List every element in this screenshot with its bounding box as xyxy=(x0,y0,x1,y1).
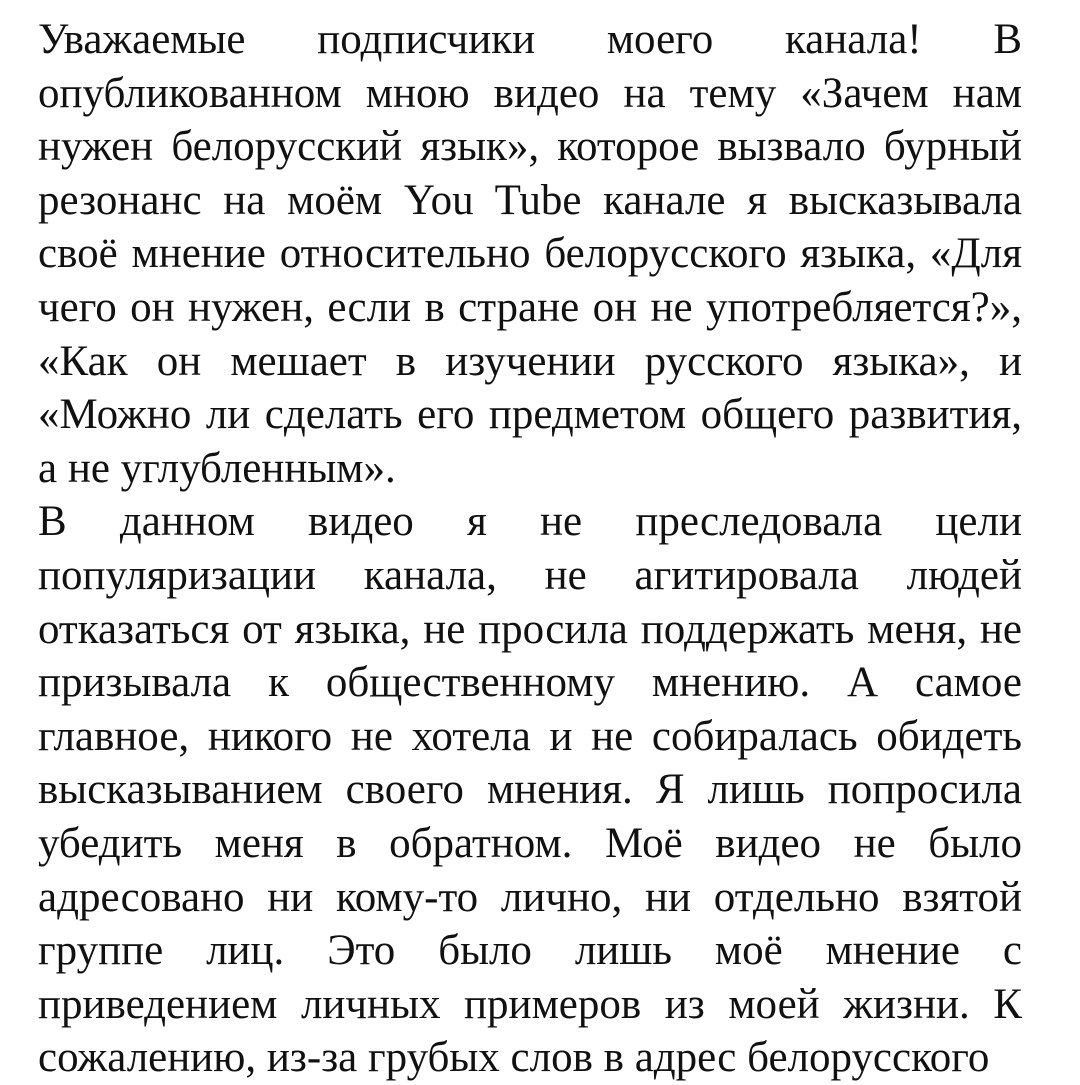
paragraph-apology-explanation: В данном видео я не преследовала цели популяризации канала, не агитировала людей отказаться от языка, не просила поддержать меня, не призывала к общественному мнению. А самое главное, никого не хотела и не собиралась обидеть высказыванием своего мнения. Я лишь попросила убедить меня в обратном. Моё видео не было адресовано ни кому-то лично, ни отдельно взятой группе лиц. Это было лишь моё мнение с приведением личных примеров из моей жизни. К сожалению, из-за грубых слов в адрес белорусского xyxy=(38,498,1022,1082)
document-body xyxy=(38,13,1022,1085)
paragraph-apology-intro: Уважаемые подписчики моего канала! В опубликованном мною видео на тему «Зачем нам нужен белорусский язык», которое вызвало бурный резонанс на моём You Tube канале я высказывала своё мнение относительно белорусского языка, «Для чего он нужен, если в стране он не употребляется?», «Как он мешает в изучении русского языка», и «Можно ли сделать его предметом общего развития, а не углубленным». xyxy=(38,16,1022,492)
